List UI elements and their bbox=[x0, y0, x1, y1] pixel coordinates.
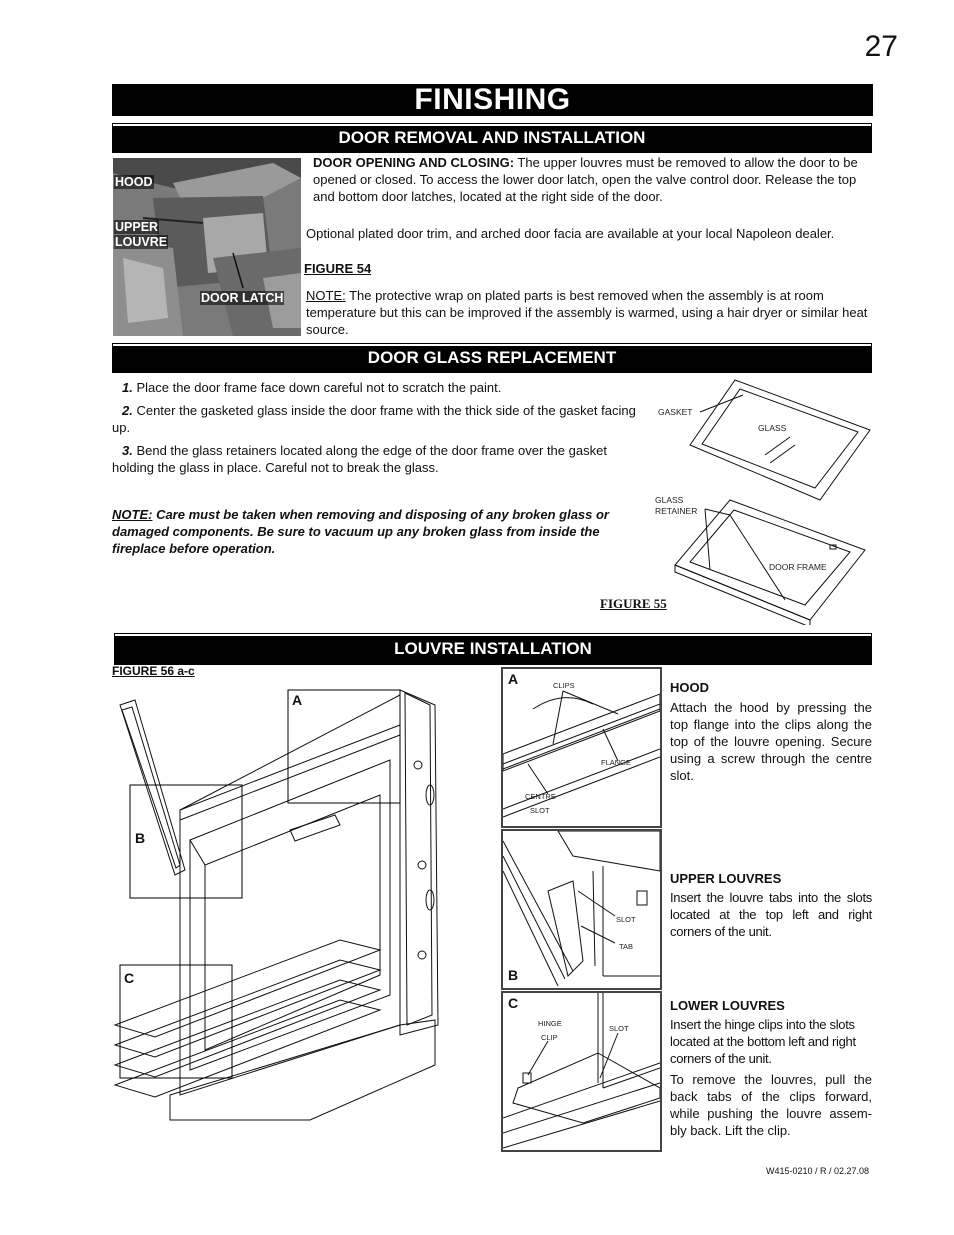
detail-c-letter: C bbox=[508, 995, 519, 1011]
door-opening-paragraph bbox=[313, 154, 870, 205]
detail-a-slot: SLOT bbox=[530, 806, 550, 815]
detail-b-box bbox=[501, 829, 662, 990]
detail-b-tab: TAB bbox=[619, 942, 634, 951]
detail-c-box bbox=[501, 991, 662, 1152]
label-gasket: GASKET bbox=[658, 407, 693, 417]
upper-louvres-title: UPPER LOUVRES bbox=[670, 871, 782, 886]
detail-c-clip: CLIP bbox=[541, 1033, 558, 1042]
detail-a-flange: FLANGE bbox=[601, 758, 632, 767]
door-removal-heading: DOOR REMOVAL AND INSTALLATION bbox=[113, 124, 871, 152]
lower-louvre-instructions bbox=[670, 998, 872, 1139]
detail-a-clips: CLIPS bbox=[553, 681, 575, 690]
detail-a-centre: CENTRE bbox=[525, 792, 556, 801]
broken-glass-note-text: Care must be taken when removing and disposing of any broken glass or damaged components. Be sure to vacuum up any broken glass from inside the fireplace before operation. bbox=[112, 507, 609, 556]
callout-b: B bbox=[135, 830, 146, 846]
glass-step-1: 1. Place the door frame face down careful not to scratch the paint. bbox=[122, 380, 502, 395]
photo-label-hood: HOOD bbox=[115, 175, 153, 189]
label-door-frame: DOOR FRAME bbox=[769, 562, 827, 572]
glass-step-2: 2. Center the gasketed glass inside the door frame with the thick side of the gasket facing up. bbox=[112, 403, 636, 435]
hood-text: Attach the hood by pressing the top flange into the clips along the top of the louvre opening. Secure using a screw through the centre slot. bbox=[670, 700, 872, 783]
door-glass-heading: DOOR GLASS REPLACEMENT bbox=[113, 344, 871, 372]
photo-label-door-latch: DOOR LATCH bbox=[201, 291, 284, 305]
detail-b-slot: SLOT bbox=[616, 915, 636, 924]
glass-steps bbox=[112, 379, 637, 476]
detail-a-illustration bbox=[503, 669, 660, 826]
figure-55-label: FIGURE 55 bbox=[600, 596, 667, 611]
lower-louvres-text: Insert the hinge clips into the slots located at the bottom left and right corners of the unit. bbox=[670, 1017, 856, 1066]
door-opening-lead: DOOR OPENING AND CLOSING: bbox=[313, 155, 515, 170]
detail-c-slot: SLOT bbox=[609, 1024, 629, 1033]
detail-b-illustration bbox=[503, 831, 660, 988]
callout-a: A bbox=[292, 692, 303, 708]
callout-c: C bbox=[124, 970, 135, 986]
door-latch-photo bbox=[113, 158, 301, 336]
louvre-heading: LOUVRE INSTALLATION bbox=[115, 634, 871, 664]
detail-b-letter: B bbox=[508, 967, 519, 983]
detail-c-illustration bbox=[503, 993, 660, 1150]
page-number: 27 bbox=[864, 30, 898, 63]
detail-c-hinge: HINGE bbox=[538, 1019, 562, 1028]
protective-wrap-note bbox=[306, 287, 870, 338]
photo-label-louvre: LOUVRE bbox=[115, 235, 168, 249]
detail-a-letter: A bbox=[508, 671, 519, 687]
door-opening-text: The upper louvres must be removed to allow the door to be opened or closed. To access the lower door latch, open the valve control door. Release the top and bottom door latches, located at the right side of the door. bbox=[313, 155, 858, 204]
upper-louvre-instructions bbox=[670, 871, 872, 940]
hood-instructions bbox=[670, 680, 872, 784]
label-glass: GLASS bbox=[758, 423, 787, 433]
broken-glass-note bbox=[112, 506, 637, 557]
detail-a-box bbox=[501, 667, 662, 828]
glass-step-3: 3. Bend the glass retainers located along the edge of the door frame over the gasket holding the glass in place. Careful not to break the glass. bbox=[112, 443, 607, 475]
label-retainer: RETAINER bbox=[655, 506, 698, 516]
remove-louvres-text: To remove the louvres, pull the back tabs of the clips forward, while pushing the louvre assem-bly back. Lift the clip. bbox=[670, 1072, 872, 1138]
photo-label-upper: UPPER bbox=[115, 220, 159, 234]
note-label: NOTE: bbox=[306, 288, 346, 303]
page-title: FINISHING bbox=[112, 84, 873, 116]
note-text: The protective wrap on plated parts is best removed when the assembly is at room temperature but this can be improved if the assembly is warmed, using a hair dryer or similar heat source. bbox=[306, 288, 868, 337]
broken-glass-note-label: NOTE: bbox=[112, 507, 153, 522]
lower-louvres-title: LOWER LOUVRES bbox=[670, 998, 785, 1013]
figure-54-label: FIGURE 54 bbox=[304, 261, 372, 276]
optional-trim-paragraph: Optional plated door trim, and arched door facia are available at your local Napoleon dealer. bbox=[306, 226, 835, 241]
fireplace-louvre-diagram bbox=[110, 665, 495, 1140]
upper-louvres-text: Insert the louvre tabs into the slots located at the top left and right corners of the unit. bbox=[670, 890, 872, 939]
footer-doc-code: W415-0210 / R / 02.27.08 bbox=[766, 1166, 870, 1176]
hood-title: HOOD bbox=[670, 680, 709, 695]
label-glass-1: GLASS bbox=[655, 495, 684, 505]
figure-56-label: FIGURE 56 a-c bbox=[112, 664, 195, 678]
